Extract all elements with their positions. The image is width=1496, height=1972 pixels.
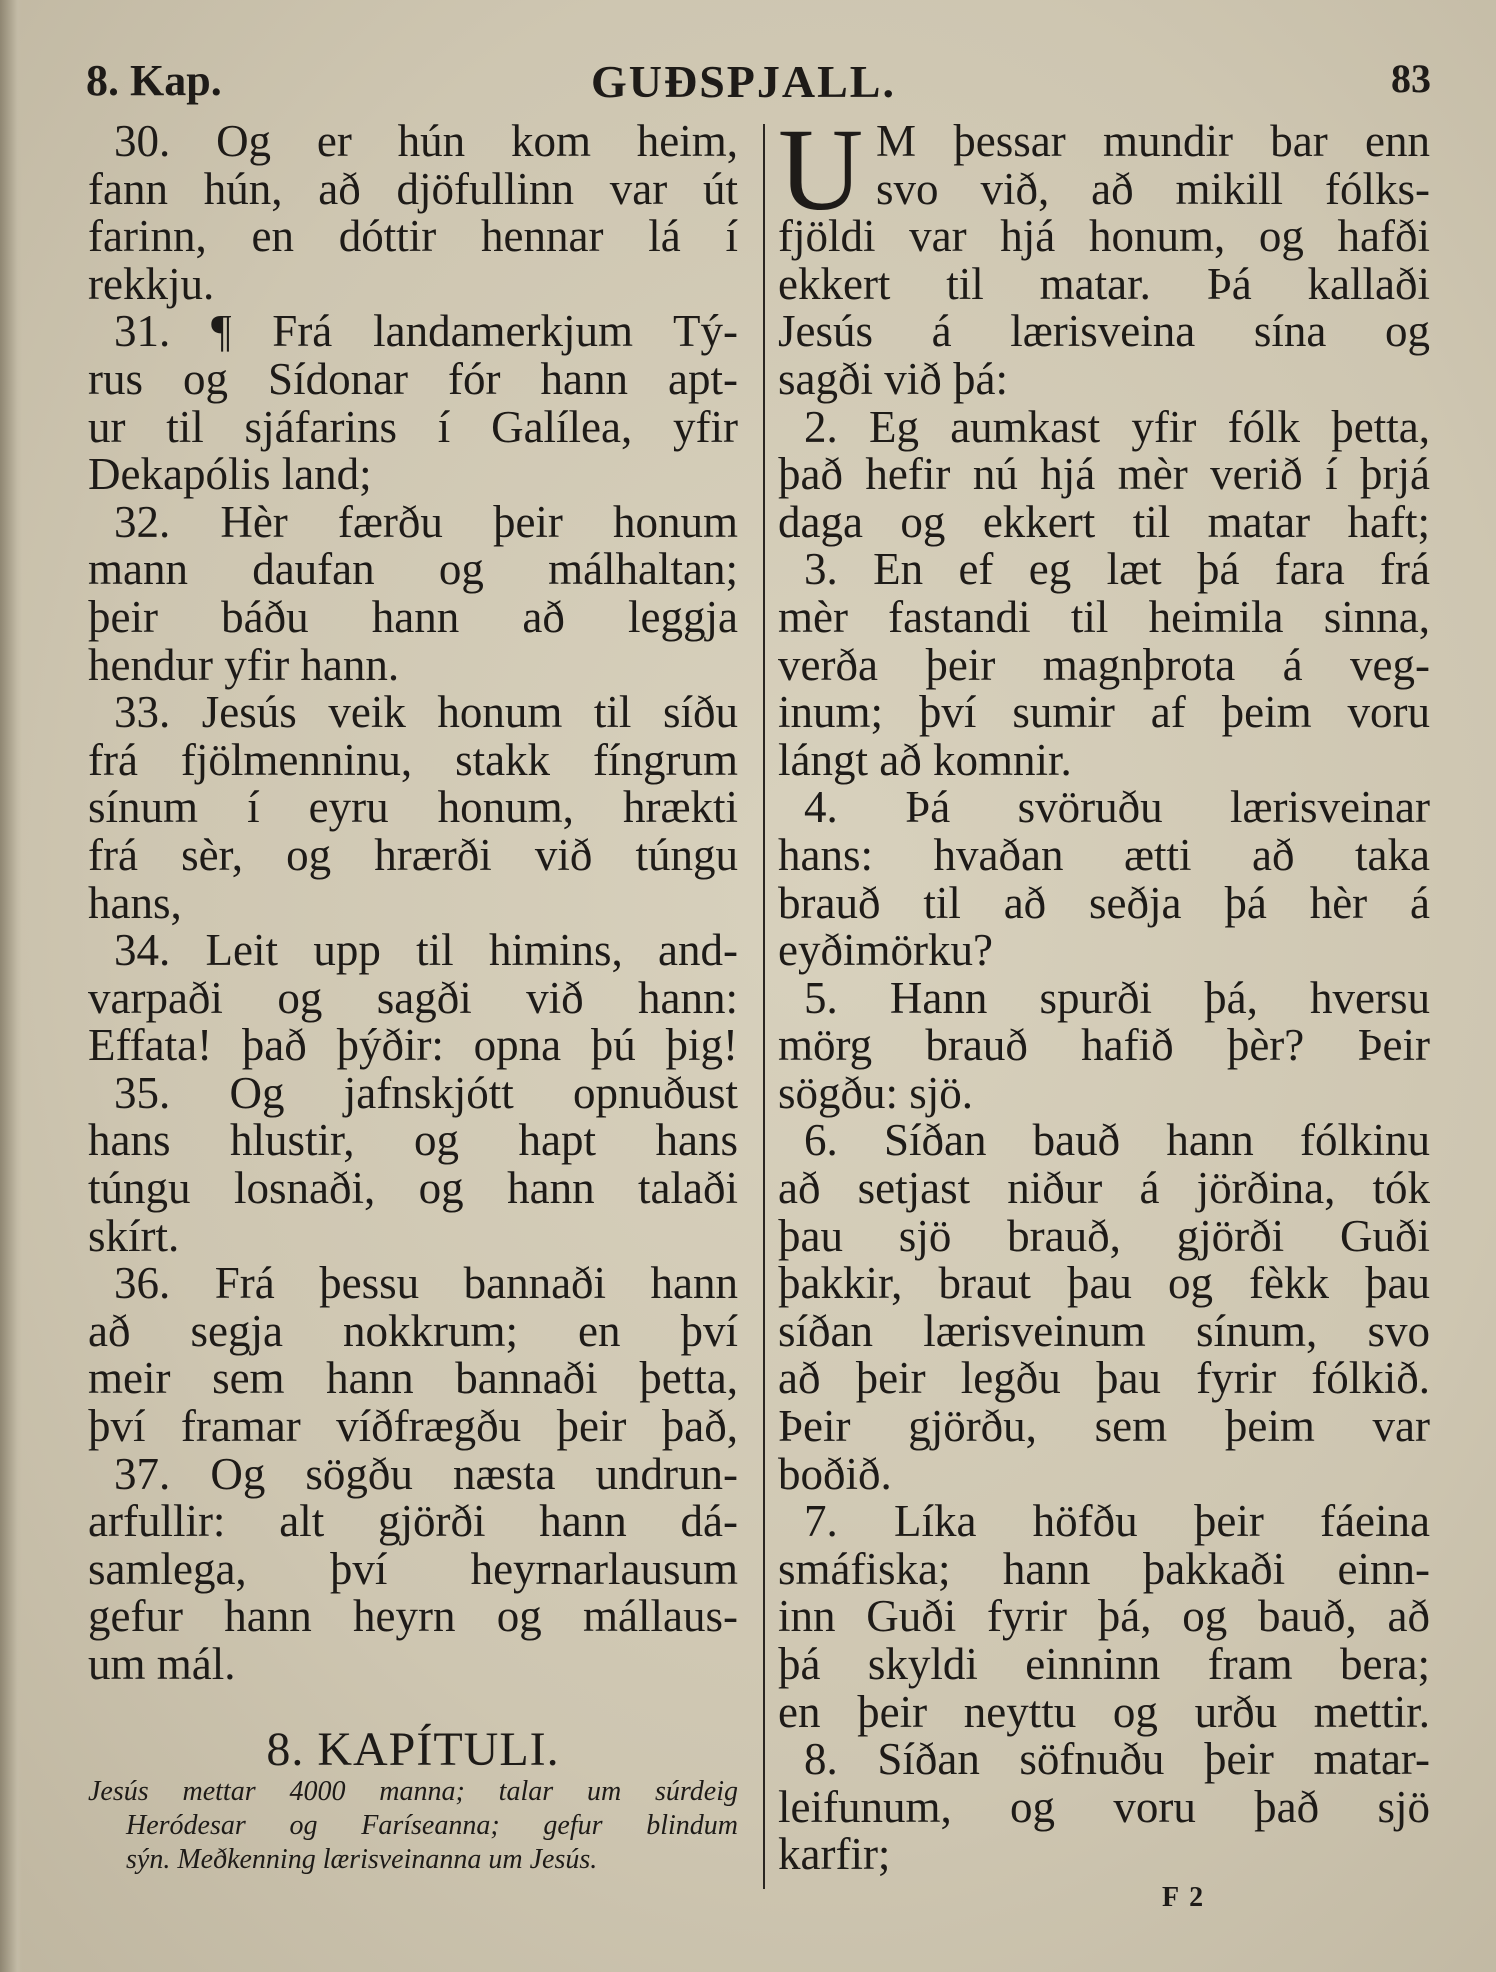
text-line: eyðimörku? xyxy=(778,925,993,976)
text-line: að setjast niður á jörðina, tók xyxy=(778,1163,1430,1214)
chapter-label: 8. Kap. xyxy=(86,56,222,105)
text-line: þakkir, braut þau og fèkk þau xyxy=(778,1258,1430,1309)
text-line: 2. Eg aumkast yfir fólk þetta, xyxy=(804,401,1430,452)
text-line: að segja nokkrum; en því xyxy=(88,1305,738,1356)
text-line: arfullir: alt gjörði hann dá- xyxy=(88,1496,738,1547)
right-column xyxy=(778,104,1430,1880)
text-line: boðið. xyxy=(778,1448,892,1499)
text-line: síðan lærisveinum sínum, svo xyxy=(778,1305,1430,1356)
text-line: mörg brauð hafið þèr? Þeir xyxy=(778,1020,1430,1071)
text-line: sínum í eyru honum, hrækti xyxy=(88,782,738,833)
text-line: að þeir legðu þau fyrir fólkið. xyxy=(778,1353,1430,1404)
text-line: skírt. xyxy=(88,1210,180,1261)
text-line: varpaði og sagði við hann: xyxy=(88,972,738,1023)
text-line: Þeir gjörðu, sem þeim var xyxy=(778,1401,1430,1452)
text-line: lángt að komnir. xyxy=(778,734,1072,785)
text-line: sögðu: sjö. xyxy=(778,1067,974,1118)
text-line: 3. En ef eg læt þá fara frá xyxy=(804,544,1430,595)
text-line: hans hlustir, og hapt hans xyxy=(88,1115,738,1166)
text-line: M þessar mundir bar enn xyxy=(876,116,1430,166)
signature-mark: F 2 xyxy=(1162,1882,1206,1913)
text-line: túngu losnaði, og hann talaði xyxy=(88,1163,738,1214)
text-line: 31. ¶ Frá landamerkjum Tý- xyxy=(114,306,738,357)
text-line: rus og Sídonar fór hann apt- xyxy=(88,353,738,404)
text-line: Jesús á lærisveina sína og xyxy=(778,306,1430,357)
text-line: hendur yfir hann. xyxy=(88,639,400,690)
text-line: rekkju. xyxy=(88,258,215,309)
text-line: ekkert til matar. Þá kallaði xyxy=(778,258,1430,309)
text-line: 37. Og sögðu næsta undrun- xyxy=(114,1448,738,1499)
text-line: þau sjö brauð, gjörði Guði xyxy=(778,1210,1430,1261)
left-column xyxy=(88,118,738,1689)
text-line: frá fjölmenninu, stakk fíngrum xyxy=(88,734,738,785)
summary-line: Heródesar og Faríseanna; gefur blindum xyxy=(126,1810,738,1841)
text-line: svo við, að mikill fólks- xyxy=(876,163,1430,214)
text-line: inn Guði fyrir þá, og bauð, að xyxy=(778,1591,1430,1642)
text-line: 30. Og er hún kom heim, xyxy=(114,116,738,166)
text-line: 5. Hann spurði þá, hversu xyxy=(804,972,1430,1023)
text-line: þeir báðu hann að leggja xyxy=(88,591,738,642)
text-line: hans, xyxy=(88,877,182,928)
text-line: 6. Síðan bauð hann fólkinu xyxy=(804,1115,1430,1166)
text-line: 4. Þá svöruðu lærisveinar xyxy=(804,782,1430,833)
text-line: smáfiska; hann þakkaði einn- xyxy=(778,1543,1430,1594)
summary-line: Jesús mettar 4000 manna; talar um súrdeig xyxy=(88,1776,738,1807)
text-line: Dekapólis land; xyxy=(88,449,372,500)
text-line: 32. Hèr færðu þeir honum xyxy=(114,496,738,547)
text-line: farinn, en dóttir hennar lá í xyxy=(88,211,738,262)
gutter-shadow xyxy=(0,0,22,1972)
text-line: ur til sjáfarins í Galílea, yfir xyxy=(88,401,738,452)
text-line: karfir; xyxy=(778,1829,891,1880)
text-line: þá skyldi einninn fram bera; xyxy=(778,1639,1430,1689)
text-line: daga og ekkert til matar haft; xyxy=(778,496,1430,547)
page-number: 83 xyxy=(1391,56,1431,101)
text-line: því framar víðfrægðu þeir það, xyxy=(88,1401,738,1452)
text-line: sagði við þá: xyxy=(778,353,1008,404)
text-line: fjöldi var hjá honum, og hafði xyxy=(778,211,1430,262)
text-line: inum; því sumir af þeim voru xyxy=(778,687,1430,738)
column-divider xyxy=(763,124,765,1889)
text-line: 8. Síðan söfnuðu þeir matar- xyxy=(804,1734,1430,1785)
text-line: 34. Leit upp til himins, and- xyxy=(114,925,738,976)
text-line: mann daufan og málhaltan; xyxy=(88,544,738,595)
text-line: hans: hvaðan ætti að taka xyxy=(778,829,1430,880)
summary-line: sýn. Meðkenning lærisveinanna um Jesús. xyxy=(126,1844,598,1875)
text-line: leifunum, og voru það sjö xyxy=(778,1781,1430,1832)
book-title: GUÐSPJALL. xyxy=(591,56,896,107)
text-line: mèr fastandi til heimila sinna, xyxy=(778,591,1430,642)
text-line: fann hún, að djöfullinn var út xyxy=(88,163,738,214)
text-line: um mál. xyxy=(88,1639,236,1689)
chapter-summary xyxy=(88,1775,738,1877)
text-line: frá sèr, og hrærði við túngu xyxy=(88,829,738,880)
text-line: verða þeir magnþrota á veg- xyxy=(778,639,1430,690)
text-line: en þeir neyttu og urðu mettir. xyxy=(778,1686,1430,1737)
drop-cap: U xyxy=(778,104,864,235)
text-line: meir sem hann bannaði þetta, xyxy=(88,1353,738,1404)
chapter-heading: 8. KAPÍTULI. xyxy=(266,1723,560,1776)
text-line: brauð til að seðja þá hèr á xyxy=(778,877,1430,928)
text-line: samlega, því heyrnarlausum xyxy=(88,1543,738,1594)
text-line: það hefir nú hjá mèr verið í þrjá xyxy=(778,449,1430,500)
text-line: 35. Og jafnskjótt opnuðust xyxy=(114,1067,738,1118)
text-line: 36. Frá þessu bannaði hann xyxy=(114,1258,738,1309)
text-line: 7. Líka höfðu þeir fáeina xyxy=(804,1496,1430,1547)
text-line: Effata! það þýðir: opna þú þig! xyxy=(88,1020,738,1071)
text-line: 33. Jesús veik honum til síðu xyxy=(114,687,738,738)
running-head xyxy=(86,55,1431,115)
text-line: gefur hann heyrn og mállaus- xyxy=(88,1591,738,1642)
